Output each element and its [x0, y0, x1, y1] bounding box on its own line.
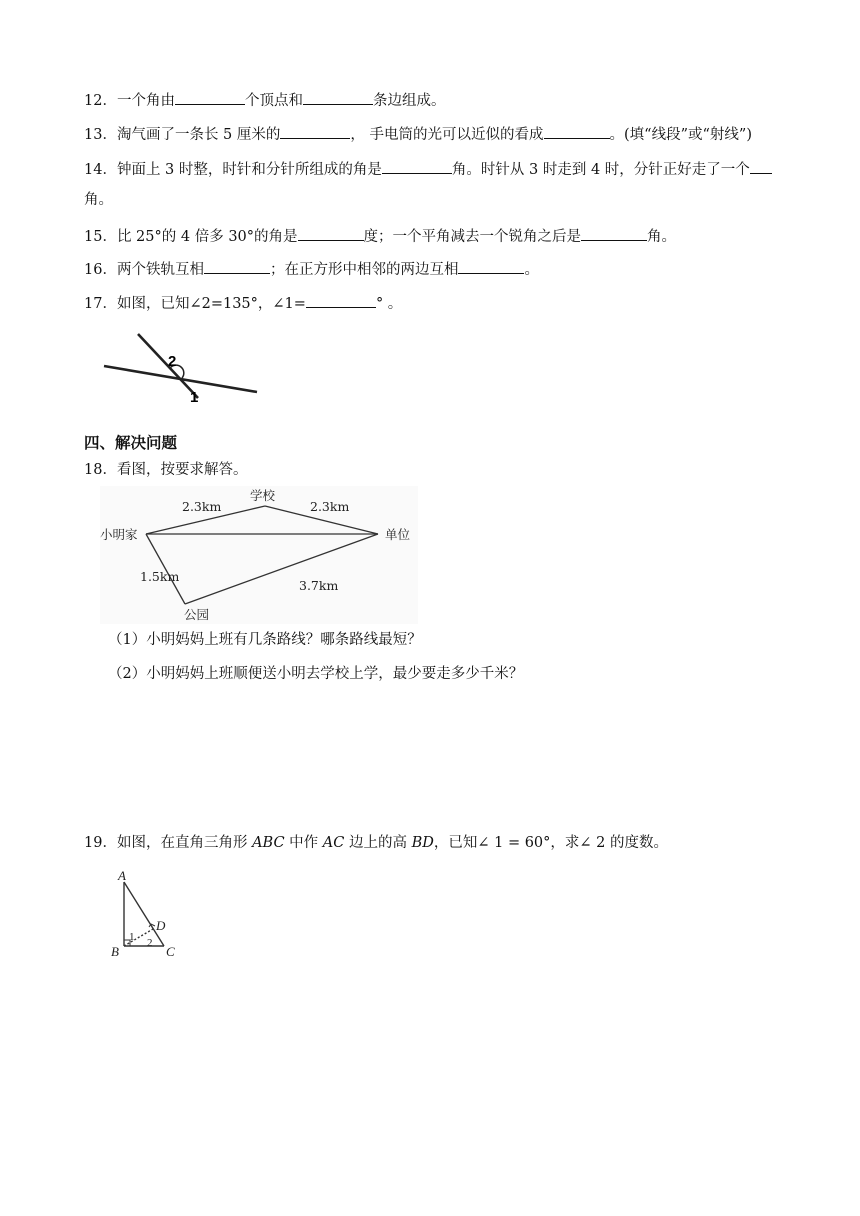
question-text: 如图，在直角三角形: [116, 835, 253, 851]
question-14-continued: [84, 190, 113, 210]
question-text: 角。: [84, 192, 113, 208]
distance-park-work: 3.7km: [299, 578, 339, 593]
question-text: 淘气画了一条长 5 厘米的: [116, 127, 281, 143]
answer-blank[interactable]: [298, 225, 364, 241]
answer-blank[interactable]: [204, 258, 270, 274]
angle-label-1: 1: [190, 389, 199, 406]
question-number: 14．: [84, 162, 117, 178]
vertex-label-a: A: [118, 868, 126, 883]
question-text: 钟面上 3 时整，时针和分针所组成的角是: [116, 162, 382, 178]
question-text: 度；一个平角减去一个锐角之后是: [363, 229, 582, 245]
side-name: AC: [322, 835, 345, 851]
question-text: 角。: [647, 229, 677, 245]
angle-label-1: 1: [129, 931, 135, 943]
question-number: 15．: [84, 229, 117, 245]
label-home: 小明家: [100, 527, 138, 542]
question-18: [84, 460, 247, 480]
question-text: 。(填“线段”或“射线”): [609, 127, 752, 143]
distance-home-school: 2.3km: [182, 499, 222, 514]
question-text: ；在正方形中相邻的两边互相: [269, 262, 459, 278]
vertex-label-d: D: [156, 918, 166, 933]
answer-blank[interactable]: [306, 292, 376, 308]
question-number: 12．: [84, 93, 117, 109]
question-16: [84, 258, 539, 280]
question-15: [84, 225, 676, 247]
question-text: 角。时针从 3 时走到 4 时，分针正好走了一个: [451, 162, 750, 178]
right-triangle-figure: [108, 866, 180, 960]
question-text: 条边组成。: [372, 93, 446, 109]
question-text: 中作: [284, 835, 323, 851]
question-19: [84, 833, 668, 853]
question-number: 18．: [84, 462, 117, 478]
question-text: 。: [524, 262, 539, 278]
triangle-name: ABC: [252, 835, 285, 851]
sub-question-1: （1）小明妈妈上班有几条路线？哪条路线最短？: [108, 632, 422, 648]
distance-school-work: 2.3km: [310, 499, 350, 514]
answer-blank[interactable]: [382, 158, 452, 174]
answer-blank[interactable]: [458, 258, 524, 274]
section-heading: 四、解决问题: [84, 434, 178, 452]
question-text: 两个铁轨互相: [116, 262, 204, 278]
answer-blank[interactable]: [581, 225, 647, 241]
question-text: ，已知∠ 1 = 60°，求∠ 2 的度数。: [433, 835, 669, 851]
question-text: 看图，按要求解答。: [116, 462, 248, 478]
height-name: BD: [411, 835, 434, 851]
answer-blank[interactable]: [280, 123, 350, 139]
label-school: 学校: [250, 488, 276, 503]
label-work: 单位: [385, 527, 411, 542]
distance-home-park: 1.5km: [140, 569, 180, 584]
question-text: 一个角由: [116, 93, 175, 109]
question-14: [84, 158, 772, 180]
angle-label-2: 2: [168, 353, 177, 370]
question-number: 13．: [84, 127, 117, 143]
question-number: 17．: [84, 296, 117, 312]
label-park: 公园: [184, 607, 210, 622]
question-12: [84, 89, 445, 111]
question-text: 边上的高: [344, 835, 412, 851]
question-text: ° 。: [375, 296, 403, 312]
angle-label-2: 2: [147, 937, 153, 949]
question-17: [84, 292, 402, 314]
answer-blank[interactable]: [175, 89, 245, 105]
intersecting-lines-figure: [100, 330, 265, 406]
answer-blank[interactable]: [544, 123, 610, 139]
question-text: 个顶点和: [244, 93, 303, 109]
vertex-label-b: B: [111, 944, 119, 959]
question-text: ， 手电筒的光可以近似的看成: [350, 127, 544, 143]
question-13: [84, 123, 752, 145]
question-number: 16．: [84, 262, 117, 278]
question-text: 如图，已知∠2=135°，∠1=: [116, 296, 306, 312]
figure-background: [100, 486, 418, 624]
answer-blank[interactable]: [750, 158, 772, 174]
question-text: 比 25°的 4 倍多 30°的角是: [116, 229, 298, 245]
route-map-figure: [100, 486, 418, 624]
question-number: 19．: [84, 835, 117, 851]
sub-question-2: （2）小明妈妈上班顺便送小明去学校上学，最少要走多少千米？: [108, 666, 524, 682]
vertex-label-c: C: [166, 944, 175, 959]
answer-blank[interactable]: [303, 89, 373, 105]
